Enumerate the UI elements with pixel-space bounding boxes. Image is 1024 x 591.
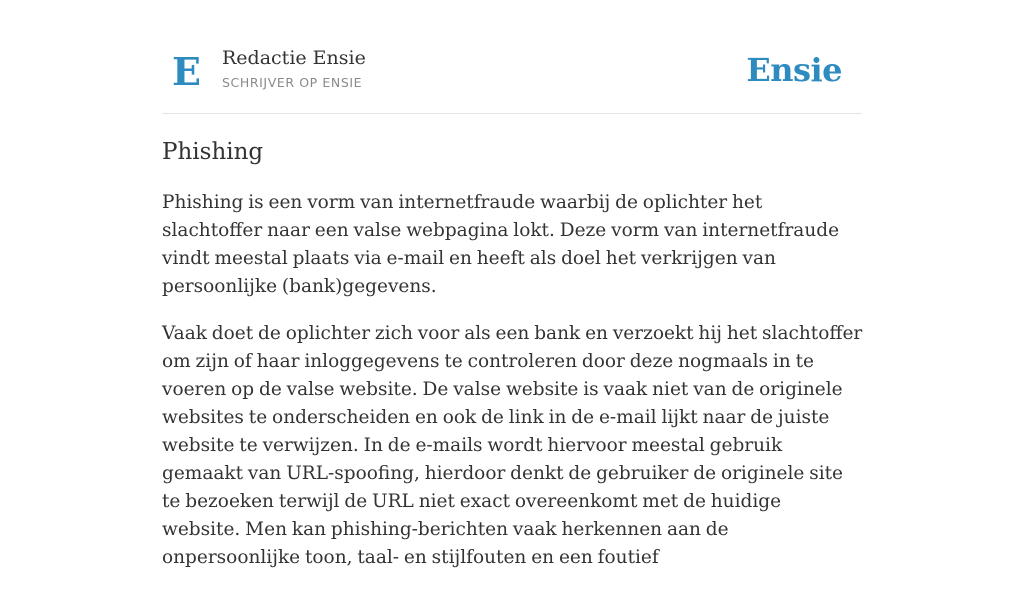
brand-logo[interactable]: Ensie — [746, 51, 842, 89]
author-avatar[interactable]: E — [172, 49, 201, 94]
article-paragraph-2: Vaak doet de oplichter zich voor als een bank en verzoekt hij het slachtoffer om zijn of haar inloggegevens te controleren door deze nogmaals in te voeren op de valse website. De valse website is vaak niet van de originele websites te onderscheiden en ook de link in de e-mail lijkt naar de juiste website te verwijzen. In de e-mails wordt hiervoor meestal gebruik gemaakt van URL-spoofing, hierdoor denkt de gebruiker de originele site te bezoeken terwijl de URL niet exact overeenkomt met de huidige website. Men kan phishing-berichten vaak herkennen aan de onpersoonlijke toon, taal- en stijlfouten en een foutief — [162, 323, 863, 568]
article-title: Phishing — [162, 139, 264, 165]
author-role: SCHRIJVER OP ENSIE — [222, 75, 363, 90]
author-name[interactable]: Redactie Ensie — [222, 47, 366, 69]
author-header — [162, 38, 862, 114]
article-body — [162, 189, 864, 591]
article-paragraph-1: Phishing is een vorm van internetfraude waarbij de oplichter het slachtoffer naar een valse webpagina lokt. Deze vorm van internetfraude vindt meestal plaats via e-mail en heeft als doel het verkrijgen van persoonlijke (bank)gegevens. — [162, 192, 840, 297]
